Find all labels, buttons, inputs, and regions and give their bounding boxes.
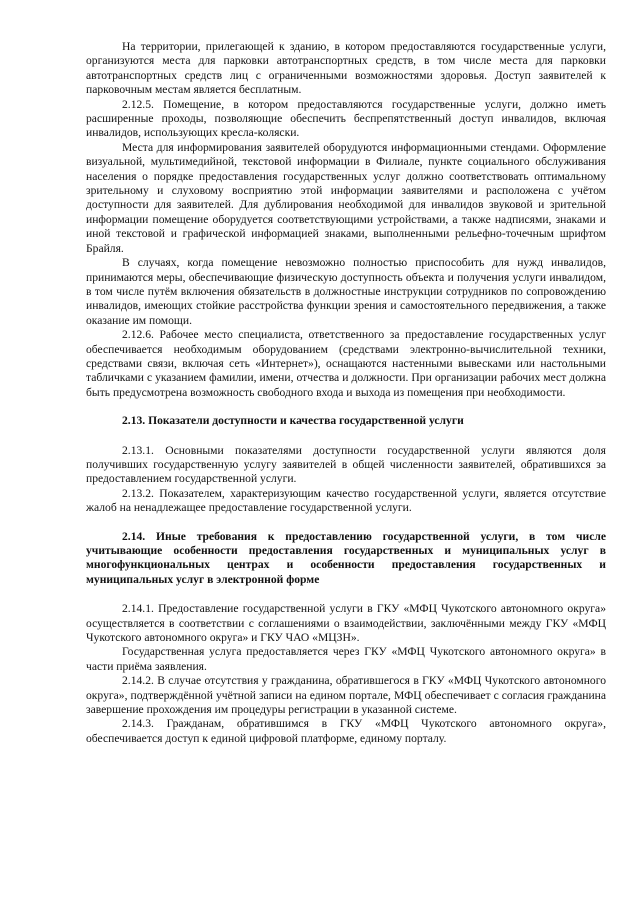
heading-2-13: 2.13. Показатели доступности и качества государственной услуги — [122, 414, 464, 428]
paragraph-2-12-5: 2.12.5. Помещение, в котором предоставляются государственные услуги, должно иметь расширенные проходы, позволяющие обеспечить беспрепятственный доступ инвалидов, включая инвалидов, использующих кресла-коляски. — [86, 97, 606, 140]
spacer — [86, 516, 606, 530]
paragraph-parking: На территории, прилегающей к зданию, в котором предоставляются государственные услуги, организуются места для парковки автотранспортных средств, в том числе места для парковки автотранспортных средств лиц с ограниченными возможностями здоровья. Доступ заявителей к парковочным местам является бесплатным. — [86, 40, 606, 97]
spacer — [86, 587, 606, 602]
spacer — [86, 429, 606, 444]
paragraph-info-stands: Места для информирования заявителей оборудуются информационными стендами. Оформление визуальной, мультимедийной, текстовой информации в Филиале, пункте социального обслуживания населения о порядке предоставления государственных услуг должно соответствовать оптимальному зрительному и слуховому восприятию этой информации заявителями и расположена с учётом доступности для заявителей. Для дублирования необходимой для инвалидов звуковой и зрительной информации помещение оборудуется соответствующими устройствами, а также надписями, знаками и иной текстовой и графической информацией знаками, выполненными рельефно-точечным шрифтом Брайля. — [86, 140, 606, 255]
paragraph-2-14-2: 2.14.2. В случае отсутствия у гражданина, обратившегося в ГКУ «МФЦ Чукотского автономного округа», подтверждённой учётной записи на едином портале, МФЦ обеспечивает с согласия гражданина завершение прохождения им процедуры регистрации в указанной системе. — [86, 674, 606, 717]
document-page — [86, 40, 606, 746]
paragraph-2-13-1: 2.13.1. Основными показателями доступности государственной услуги являются доля получивших государственную услугу заявителей в общей численности заявителей, обратившихся за предоставлением государственной услуги. — [86, 443, 606, 486]
paragraph-2-12-6: 2.12.6. Рабочее место специалиста, ответственного за предоставление государственных услуг обеспечивается необходимым оборудованием (средствами электронно-вычислительной техники, средствами связи, включая сеть «Интернет»), оснащаются настенными вывесками или настольными табличками с указанием фамилии, имени, отчества и должности. При организации рабочих мест должна быть предусмотрена возможность свободного входа и выхода из помещения при необходимости. — [86, 328, 606, 399]
paragraph-accessibility-measures: В случаях, когда помещение невозможно полностью приспособить для нужд инвалидов, принимаются меры, обеспечивающие физическую доступность объекта и получения услуги инвалидом, в том числе путём включения обязательств в должностные инструкции сотрудников по сопровождению инвалидов, имеющих стойкие расстройства функции зрения и самостоятельного передвижения, а также оказание им помощи. — [86, 256, 606, 327]
paragraph-mfc-service: Государственная услуга предоставляется через ГКУ «МФЦ Чукотского автономного округа» в части приёма заявления. — [86, 645, 606, 673]
paragraph-2-14-3: 2.14.3. Гражданам, обратившимся в ГКУ «МФЦ Чукотского автономного округа», обеспечивается доступ к единой цифровой платформе, единому порталу. — [86, 717, 606, 745]
heading-2-14: 2.14. Иные требования к предоставлению государственной услуги, в том числе учитывающие особенности предоставления государственных и муниципальных услуг в многофункциональных центрах и особенности предоставления государственных и муниципальных услуг в электронной форме — [86, 529, 606, 586]
spacer — [86, 400, 606, 414]
paragraph-2-14-1: 2.14.1. Предоставление государственной услуги в ГКУ «МФЦ Чукотского автономного округа» осуществляется в соответствии с соглашениями о взаимодействии, заключёнными между ГКУ «МФЦ Чукотского автономного округа» и ГКУ ЧАО «МЦЗН». — [86, 602, 606, 645]
paragraph-2-13-2: 2.13.2. Показателем, характеризующим качество государственной услуги, является отсутствие жалоб на ненадлежащее предоставление государственной услуги. — [86, 486, 606, 515]
